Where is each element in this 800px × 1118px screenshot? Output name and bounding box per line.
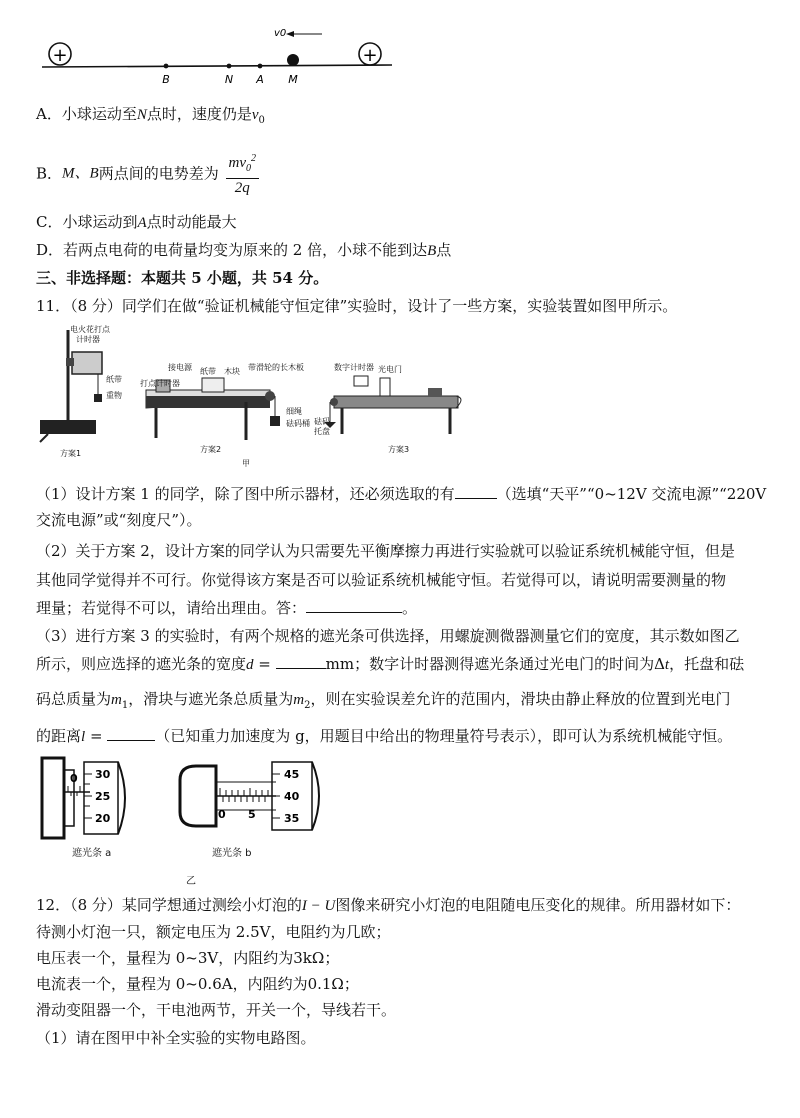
label-timer3: 打点计时器 <box>140 379 180 388</box>
mic-a-num-20: 20 <box>95 812 111 825</box>
caption-strip-a: 遮光条 a <box>72 848 112 859</box>
caption-yi: 乙 <box>186 876 196 887</box>
option-a: A．小球运动至N点时，速度仍是$v_0$ <box>36 105 265 126</box>
q11-part2-line2: 其他同学觉得并不可行。你觉得该方案是否可以验证系统机械能守恒。若觉得可以，请说明需要测量的物 <box>36 571 727 589</box>
q11-part3-line4: 的距离l = （已知重力加速度为 g，用题目中给出的物理量符号表示），即可认为系统机械能守恒。 <box>36 727 733 745</box>
charge-left-sign: + <box>52 45 68 66</box>
mic-a-num-25: 25 <box>95 790 111 803</box>
q11-part1-line1: （1）设计方案 1 的同学，除了图中所示器材，还必须选取的有 （选填“天平”“0~12V 交流电源”“220V <box>36 485 767 503</box>
label-block: 木块 <box>224 367 240 376</box>
label-tray: 托盘 <box>314 427 330 436</box>
label-weights: 砝码 <box>314 417 330 426</box>
q11-part2-line1: （2）关于方案 2，设计方案的同学认为只需要先平衡摩擦力再进行实验就可以验证系统机械能守恒，但是 <box>36 542 735 560</box>
label-M: M <box>288 73 298 86</box>
micrometer-a <box>40 756 140 840</box>
label-timer: 电火花打点 <box>70 325 110 334</box>
mic-b-num-40: 40 <box>284 790 300 803</box>
charge-line-figure <box>36 22 396 88</box>
q12-line3: 电压表一个，量程为 0~3V，内阻约为3kΩ； <box>36 949 340 967</box>
label-jia: 甲 <box>242 459 250 468</box>
q11-part3-line1: （3）进行方案 3 的实验时，有两个规格的遮光条可供选择，用螺旋测微器测量它们的宽度，其示数如图乙 <box>36 627 740 645</box>
label-weight: 重物 <box>106 391 122 400</box>
label-N: N <box>224 73 234 86</box>
q12-line2: 待测小灯泡一只，额定电压为 2.5V，电阻约为几欧； <box>36 923 391 941</box>
mic-b-base-0: 0 <box>218 808 226 821</box>
potential-difference-fraction: $\frac{mv_0^2}{2q}$ <box>226 150 260 197</box>
label-bucket: 砝码桶 <box>286 419 310 428</box>
label-timer2: 计时器 <box>76 335 100 344</box>
q11-part3-line3: 码总质量为$m_1$，滑块与遮光条总质量为$m_2$，则在实验误差允许的范围内，滑块由静止释放的位置到光电门 <box>36 690 731 711</box>
velocity-label: v0 <box>274 28 287 39</box>
q11-intro: 11．（8 分）同学们在做“验证机械能守恒定律”实验时，设计了一些方案，实验装置如图甲所示。 <box>36 297 678 315</box>
q11-part1-line2: 交流电源”或“刻度尺”）。 <box>36 511 202 529</box>
q12-line4: 电流表一个，量程为 0~0.6A，内阻约为0.1Ω； <box>36 975 359 993</box>
q12-line1: 12．（8 分）某同学想通过测绘小灯泡的I − U图像来研究小灯泡的电阻随电压变化的规律。所用器材如下： <box>36 896 741 914</box>
label-rope: 细绳 <box>286 407 302 416</box>
mic-b-base-5: 5 <box>248 808 256 821</box>
option-b: B．M、B两点间的电势差为 $\frac{mv_0^2}{2q}$ <box>36 150 259 197</box>
label-scheme3: 方案3 <box>388 445 410 454</box>
label-A: A <box>256 73 264 86</box>
mic-a-num-30: 30 <box>95 768 111 781</box>
label-digital: 数字计时器 <box>334 363 374 372</box>
point-N-dot <box>227 64 232 69</box>
point-B-dot <box>164 64 169 69</box>
label-B: B <box>162 73 170 86</box>
label-board: 带滑轮的长木板 <box>248 363 304 372</box>
ball-M <box>287 54 299 66</box>
label-scheme1: 方案1 <box>60 449 82 458</box>
option-c: C．小球运动到A点时动能最大 <box>36 213 237 231</box>
q12-line6: （1）请在图甲中补全实验的实物电路图。 <box>36 1029 316 1047</box>
label-tape: 纸带 <box>106 375 122 384</box>
label-gate: 光电门 <box>378 365 402 374</box>
option-d: D．若两点电荷的电荷量均变为原来的 2 倍，小球不能到达B点 <box>36 241 452 259</box>
q11-part2-line3: 理量；若觉得不可以，请给出理由。答： 。 <box>36 599 418 617</box>
q11-part3-line2: 所示，则应选择的遮光条的宽度d = mm；数字计时器测得遮光条通过光电门的时间为Δt，托盘和砝 <box>36 655 745 673</box>
label-scheme2: 方案2 <box>200 445 222 454</box>
q11-apparatus-figure <box>36 318 476 470</box>
section3-heading: 三、非选择题：本题共 5 小题，共 54 分。 <box>36 269 329 287</box>
point-A-dot <box>258 64 263 69</box>
mic-b-num-45: 45 <box>284 768 300 781</box>
charge-right-sign: + <box>362 45 378 66</box>
q12-line5: 滑动变阻器一个，干电池两节，开关一个，导线若干。 <box>36 1001 397 1019</box>
mic-b-num-35: 35 <box>284 812 300 825</box>
label-power: 接电源 <box>168 363 192 372</box>
micrometer-b <box>176 760 326 832</box>
caption-strip-b: 遮光条 b <box>212 848 252 859</box>
mic-a-zero: 0 <box>70 772 78 785</box>
label-tape2: 纸带 <box>200 367 216 376</box>
